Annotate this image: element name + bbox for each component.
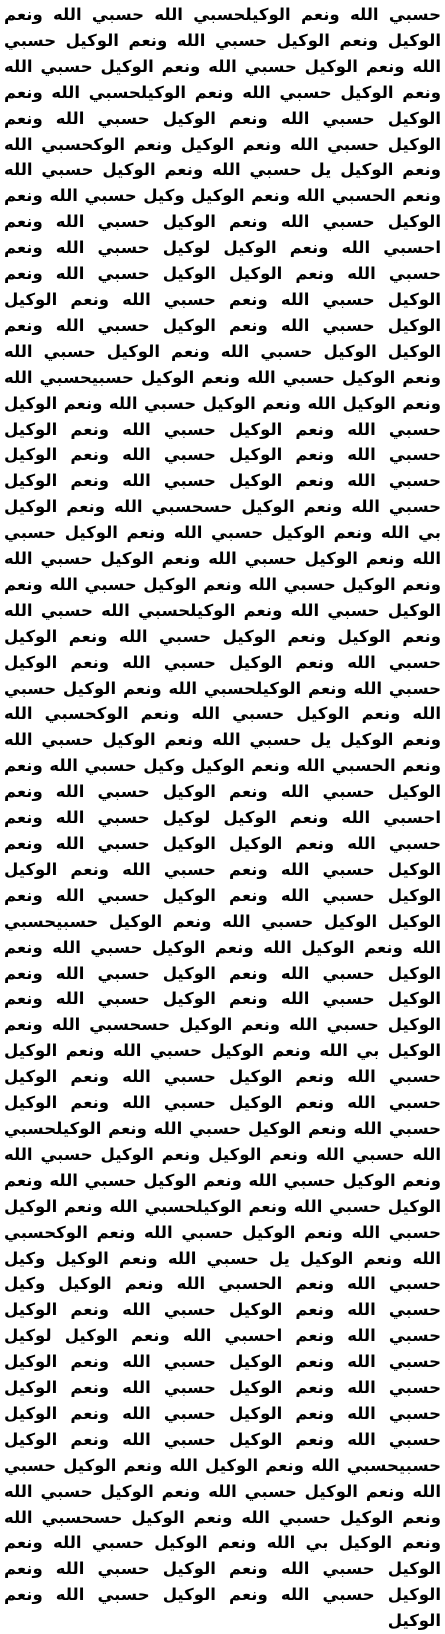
body-text: حسبي الله ونعم الوكيلحسبي الله حسبي الله ونعم الوكيل ونعم الوكيل حسبي الله ونعم الوكيل حسبي الله ونعم الوكيل حسبي الله ونعم الوكيل حسبي الله ونعم الوكيل حسبي الله ونعم الوكيلحسبي الله ونعم الوكيل حسبي الله ونعم الوكيل حسبي الله ونعم الوكيل حسبي الله ونعم الوكيل ونعم الوكحسبي الله ونعم الوكيل يل حسبي الله ونعم الوكيل حسبي الله ونعم الحسبي الله ونعم الوكيل وكيل حسبي الله ونعم الوكيل حسبي الله ونعم الوكيل حسبي الله ونعم احسبي الله ونعم الوكيل لوكيل حسبي الله ونعم حسبي الله ونعم الوكيل الوكيل حسبي الله ونعم الوكيل حسبي الله ونعم حسبي الله ونعم الوكيل الوكيل حسبي الله ونعم الوكيل حسبي الله ونعم الوكيل الوكيل حسبي الله ونعم الوكيل حسبي الله ونعم الوكيل حسبي الله ونعم الوكيل حسبيحسبي الله ونعم الوكيل الله ونعم الوكيل حسبي الله ونعم الوكيل حسبي الله ونعم الوكيل حسبي الله ونعم الوكيل حسبي الله ونعم الوكيل حسبي الله ونعم الوكيل حسبي الله ونعم الوكيل حسبي الله ونعم الوكيل حسبي الله ونعم الوكيل حسحسبي الله ونعم الوكيل بي الله ونعم الوكيل حسبي الله ونعم الوكيل حسبي الله ونعم الوكيل حسبي الله ونعم الوكيل حسبي الله ونعم الوكيل حسبي الله ونعم الوكيل حسبي الله ونعم الوكيل حسبي الله ونعم الوكيلحسبي الله حسبي الله ونعم الوكيل ونعم الوكيل حسبي الله ونعم الوكيل حسبي الله ونعم الوكيل حسبي الله ونعم الوكيل حسبي الله ونعم الوكيلحسبي الله ونعم الوكيل حسبي الله ونعم الوكيل حسبي الله ونعم الوكحسبي الله ونعم الوكيل يل حسبي الله ونعم الوكيل حسبي الله ونعم الحسبي الله ونعم الوكيل وكيل حسبي الله ونعم الوكيل حسبي الله ونعم الوكيل حسبي الله ونعم احسبي الله ونعم الوكيل لوكيل حسبي الله ونعم حسبي الله ونعم الوكيل الوكيل حسبي الله ونعم الوكيل حسبي الله ونعم حسبي الله ونعم الوكيل الوكيل حسبي الله ونعم الوكيل حسبي الله ونعم الوكيل الوكيل حسبي الله ونعم الوكيل حسبيحسبي الله ونعم الوكيل الله ونعم الوكيل حسبي الله ونعم الوكيل حسبي الله ونعم الوكيل حسبي الله ونعم الوكيل حسبي الله ونعم الوكيل حسبي الله ونعم الوكيل حسبي الله ونعم الوكيل حسحسبي الله ونعم الوكيل بي الله ونعم الوكيل حسبي الله ونعم الوكيل حسبي الله ونعم الوكيل حسبي الله ونعم الوكيل حسبي الله ونعم الوكيل حسبي الله ونعم الوكيل حسبي الله ونعم الوكيل حسبي الله ونعم الوكيلحسبي الله حسبي الله ونعم الوكيل ونعم الوكيل حسبي الله ونعم الوكيل حسبي الله ونعم الوكيل حسبي الله ونعم الوكيل حسبي الله ونعم الوكيلحسبي الله ونعم الوكيل حسبي الله ونعم الوكيل حسبي الله ونعم الوكحسبي الله ونعم الوكيل يل حسبي الله ونعم الوكيل وكيل حسبي الله ونعم الحسبي الله ونعم الوكيل وكيل حسبي الله ونعم الوكيل حسبي الله ونعم الوكيل حسبي الله ونعم احسبي الله ونعم الوكيل لوكيل حسبي الله ونعم الوكيل حسبي الله ونعم الوكيل حسبي الله ونعم الوكيل حسبي الله ونعم الوكيل حسبي الله ونعم الوكيل حسبي الله ونعم الوكيل حسبي الله ونعم الوكيل حسبي الله ونعم الوكيل حسبيحسبي الله ونعم الوكيل الله ونعم الوكيل حسبي الله ونعم الوكيل حسبي الله ونعم الوكيل حسبي الله ونعم الوكيل حسبي الله ونعم الوكيل حسحسبي الله ونعم الوكيل بي الله ونعم الوكيل حسبي الله ونعم الوكيل حسبي الله ونعم الوكيل حسبي الله ونعم الوكيل حسبي الله ونعم الوكيل حسبي الله ونعم الوكيل — [4, 5, 441, 1631]
